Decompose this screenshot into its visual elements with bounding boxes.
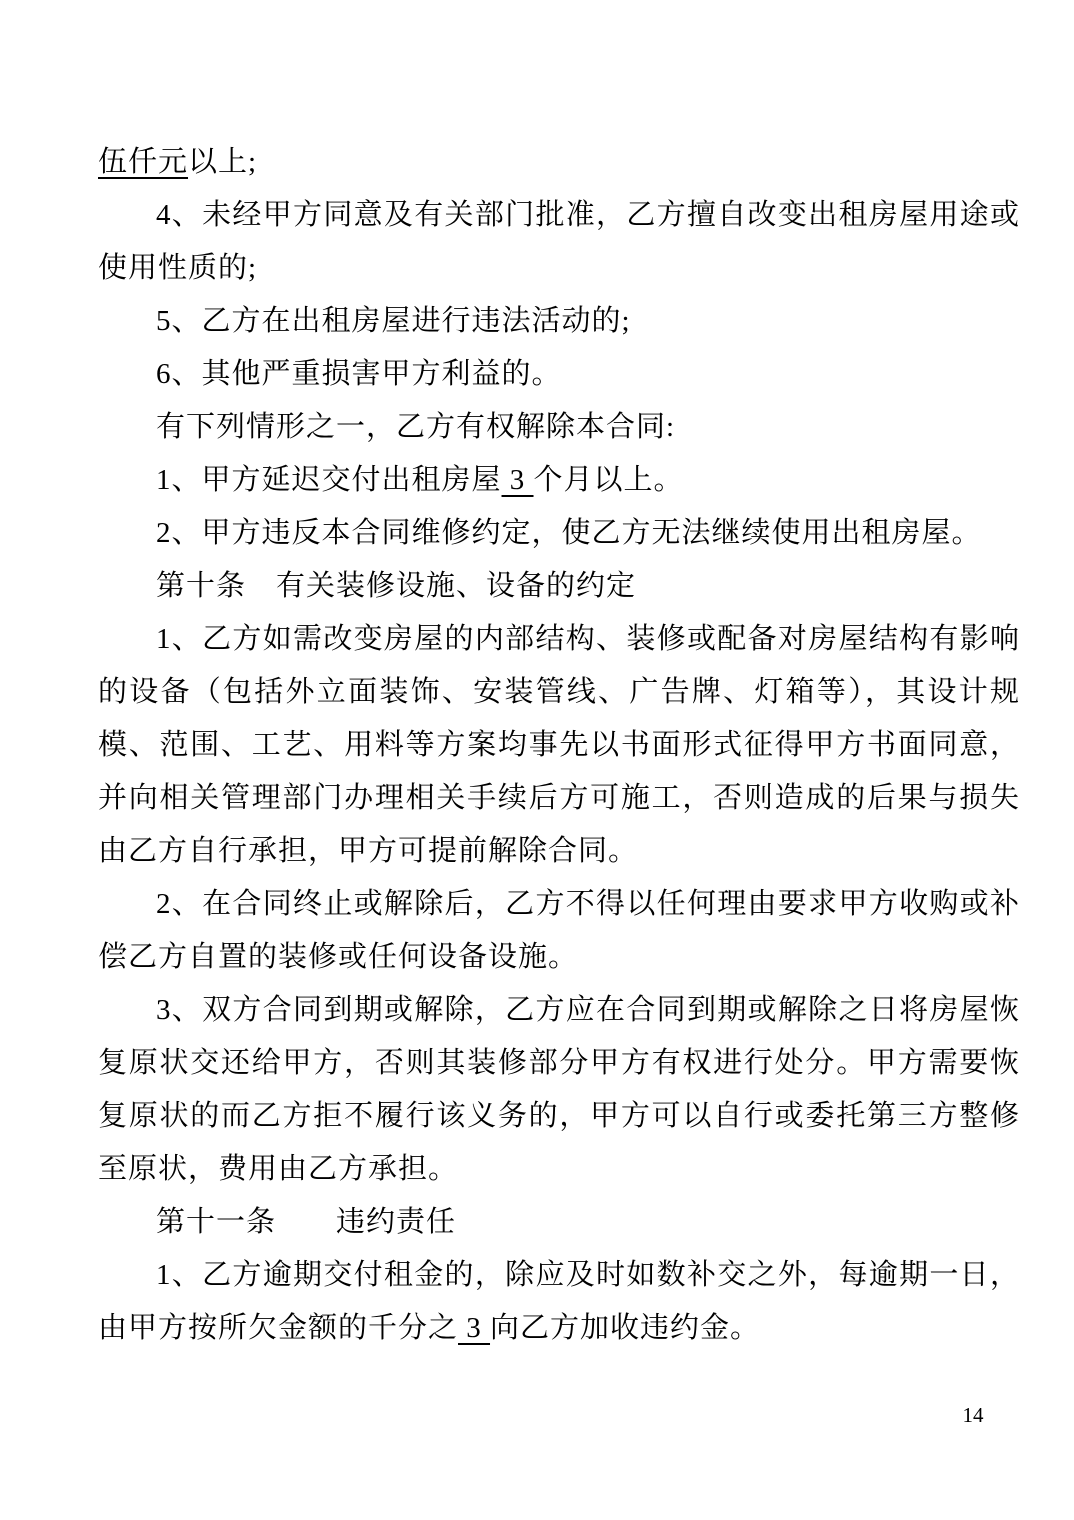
page-number: 14: [962, 1403, 984, 1427]
text-run: 向乙方加收违约金。: [490, 1312, 761, 1344]
underlined-permille-value: 3: [458, 1312, 491, 1344]
underlined-months-value: 3: [501, 464, 534, 496]
clause-item-4: [98, 189, 1020, 295]
text-run: 1、乙方逾期交付租金的，除应及时如数补交之外，每逾期一日，由甲方按所欠金额的千分之: [98, 1259, 1020, 1344]
text-run: 有下列情形之一，乙方有权解除本合同:: [156, 411, 676, 443]
clause-continuation-line: [98, 136, 1020, 189]
article-10-item-3: [98, 984, 1020, 1196]
article-10-item-1: [98, 613, 1020, 878]
article-10-item-2: [98, 878, 1020, 984]
underlined-amount-wuqianyuan: 伍仟元: [98, 146, 189, 178]
text-run: 个月以上。: [533, 464, 684, 496]
text-run: 3、双方合同到期或解除，乙方应在合同到期或解除之日将房屋恢复原状交还给甲方，否则其装修部分甲方有权进行处分。甲方需要恢复原状的而乙方拒不履行该义务的，甲方可以自行或委托第三方整修至原状，费用由乙方承担。: [98, 994, 1020, 1185]
contract-body-text: [98, 136, 1020, 1355]
text-run: 1、乙方如需改变房屋的内部结构、装修或配备对房屋结构有影响的设备（包括外立面装饰、安装管线、广告牌、灯箱等），其设计规模、范围、工艺、用料等方案均事先以书面形式征得甲方书面同意，并向相关管理部门办理相关手续后方可施工，否则造成的后果与损失由乙方自行承担，甲方可提前解除合同。: [98, 623, 1020, 867]
text-run: 1、甲方延迟交付出租房屋: [156, 464, 502, 496]
text-run: 以上;: [188, 146, 258, 178]
text-run: 6、其他严重损害甲方利益的。: [156, 358, 562, 390]
text-run: 4、未经甲方同意及有关部门批准，乙方擅自改变出租房屋用途或使用性质的;: [98, 199, 1020, 284]
heading-text: 第十条 有关装修设施、设备的约定: [156, 570, 637, 602]
article-11-heading: [98, 1196, 1020, 1249]
tenant-termination-item-1: [98, 454, 1020, 507]
tenant-termination-item-2: [98, 507, 1020, 560]
clause-item-6: [98, 348, 1020, 401]
text-run: 2、在合同终止或解除后，乙方不得以任何理由要求甲方收购或补偿乙方自置的装修或任何设备设施。: [98, 888, 1020, 973]
article-10-heading: [98, 560, 1020, 613]
clause-item-5: [98, 295, 1020, 348]
text-run: 5、乙方在出租房屋进行违法活动的;: [156, 305, 631, 337]
text-run: 2、甲方违反本合同维修约定，使乙方无法继续使用出租房屋。: [156, 517, 982, 549]
tenant-termination-intro: [98, 401, 1020, 454]
heading-text: 第十一条 违约责任: [156, 1206, 457, 1238]
article-11-item-1: [98, 1249, 1020, 1355]
